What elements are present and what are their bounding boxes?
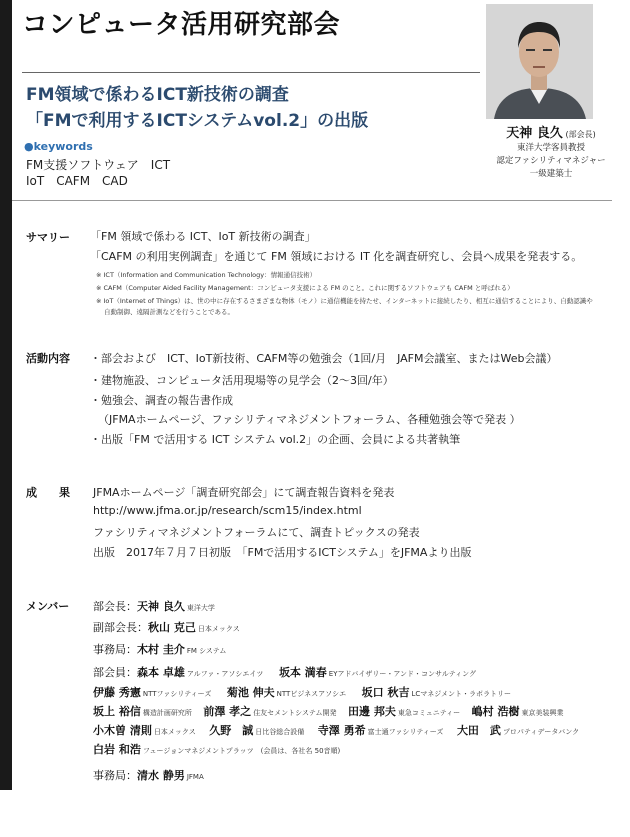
member-affiliation: 日本メックス [153,728,196,736]
summary-line-2: 「CAFM の利用実例調査」を通じて FM 領域における IT 化を調査研究し、会員へ成果を発表する。 [90,250,583,263]
activity-item-3: ・勉強会、調査の報告書作成 [90,394,233,407]
member-affiliation: 日比谷総合設備 [255,728,305,736]
member-chair [93,598,215,614]
summary-line-1: 「FM 領域で係わる ICT、IoT 新技術の調査」 [90,230,316,243]
member-affiliation: NTTビジネスアソシエ [276,690,347,698]
member-affiliation: NTTファシリティーズ [142,690,212,698]
member-name: 菊池 伸夫 [226,686,275,699]
member-row-1 [93,664,476,680]
subtitle-line-2: 「FMで利用するICTシステムvol.2」の出版 [26,111,369,131]
activity-item-4: ・出版「FM で活用する ICT システム vol.2」の企画、会員による共著執筆 [90,433,461,446]
summary-note-iot: ※ IoT（Internet of Things）は、世の中に存在するさまざまな物体（モノ）に通信機能を持たせ、インターネットに接続したり、相互に通信することにより、自動認識や [96,297,593,305]
member-name: 白岩 和浩 [93,743,141,756]
chair-role: 部会長： [93,600,137,613]
keywords-line-1: FM支援ソフトウェア ICT [26,158,171,172]
member-name: 久野 誠 [209,724,254,737]
keywords-line-2: IoT CAFM CAD [26,174,128,188]
author-role: (部会長) [565,130,596,139]
member-affiliation: 住友セメントシステム開発 [253,709,337,717]
member-affiliation: EYアドバイザリー・アンド・コンサルティング [328,670,477,678]
office-affiliation: JFMA [186,773,204,781]
subtitle [26,82,368,134]
member-row-4 [93,722,579,738]
results-url: http://www.jfma.or.jp/research/scm15/index.html [93,504,362,517]
member-name: 田邊 邦夫 [348,705,396,718]
vice-affiliation: 日本メックス [197,625,240,633]
member-affiliation: 富士通ファシリティーズ [367,728,444,736]
member-office [93,767,204,783]
summary-note-cafm: ※ CAFM（Computer Aided Facility Management：コンピュータ支援による FM のこと。これに関するソフトウェアも CAFM と呼ばれる） [96,284,514,292]
sec-role: 事務局： [93,643,137,656]
results-label: 成 果 [26,486,70,499]
keywords-heading: ●keywords [24,140,93,153]
member-vice-chair [93,619,240,635]
member-name: 前澤 孝之 [203,705,252,718]
section-divider [12,200,612,201]
author-photo [486,4,593,119]
member-name: 小木曽 清則 [93,724,152,737]
member-row-5 [93,741,340,757]
results-line-3: ファシリティマネジメントフォーラムにて、調査トピックスの発表 [93,526,420,539]
member-name: 森本 卓雄 [137,666,185,679]
activities-label: 活動内容 [26,352,70,365]
author-affiliation-2: 認定ファシリティマネジャー [496,156,606,166]
member-affiliation: 東急コミュニティー [397,709,461,717]
sec-affiliation: FM システム [186,647,227,655]
chair-name: 天神 良久 [137,600,185,613]
member-name: 嶋村 浩樹 [471,705,520,718]
author-affiliation-3: 一級建築士 [529,169,573,179]
title-divider [22,72,480,73]
member-name: 坂上 裕信 [93,705,141,718]
summary-note-iot-cont: 自動制御、遠隔計測などを行うことである。 [104,308,234,316]
member-name: 大田 武 [456,724,501,737]
activity-item-1: ・部会および ICT、IoT新技術、CAFM等の勉強会（1回/月 JAFM会議室、またはWeb会議） [90,352,558,365]
member-name: 寺澤 勇希 [317,724,366,737]
vice-role: 副部会長： [93,621,148,634]
results-line-1: JFMAホームページ「調査研究部会」にて調査報告資料を発表 [93,486,395,499]
author-affiliation-1: 東洋大学客員教授 [516,143,585,153]
member-name: 坂口 秋吉 [361,686,410,699]
summary-note-ict: ※ ICT（Information and Communication Technology：情報通信技術） [96,271,317,279]
summary-label: サマリー [26,231,70,244]
office-name: 清水 静男 [137,769,185,782]
member-row-2 [93,684,511,700]
left-accent-bar [0,0,12,790]
member-row-3 [93,703,564,719]
activity-item-2: ・建物施設、コンピュータ活用現場等の見学会（2～3回/年） [90,374,394,387]
page-title: コンピュータ活用研究部会 [22,10,341,40]
member-affiliation: アルファ・アソシエイツ [186,670,264,678]
member-name: 伊藤 秀憲 [93,686,141,699]
office-role: 事務局： [93,769,137,782]
member-role: 部会員： [93,666,137,679]
member-affiliation: LCマネジメント・ラボラトリー [411,690,512,698]
portrait-illustration [486,4,593,119]
member-name: 坂本 満春 [278,666,327,679]
chair-affiliation: 東洋大学 [186,604,215,612]
vice-name: 秋山 克己 [148,621,196,634]
activity-item-3-detail: （JFMAホームページ、ファシリティマネジメントフォーラム、各種勉強会等で発表 ） [98,413,521,426]
member-affiliation: プロパティデータバンク [502,728,580,736]
author-name: 天神 良久 [506,126,563,141]
member-affiliation: 構造計画研究所 [142,709,192,717]
results-line-4: 出版 2017年７月７日初版 「FMで活用するICTシステム」をJFMAより出版 [93,546,472,559]
member-secretariat [93,641,226,657]
subtitle-line-1: FM領域で係わるICT新技術の調査 [26,85,289,105]
member-affiliation: 東京美装興業 [521,709,564,717]
sec-name: 木村 圭介 [137,643,185,656]
author-info [476,127,626,181]
member-affiliation: フュージョンマネジメントプラッツ (会員は、各社名 50音順) [142,747,341,755]
members-label: メンバー [26,600,70,613]
